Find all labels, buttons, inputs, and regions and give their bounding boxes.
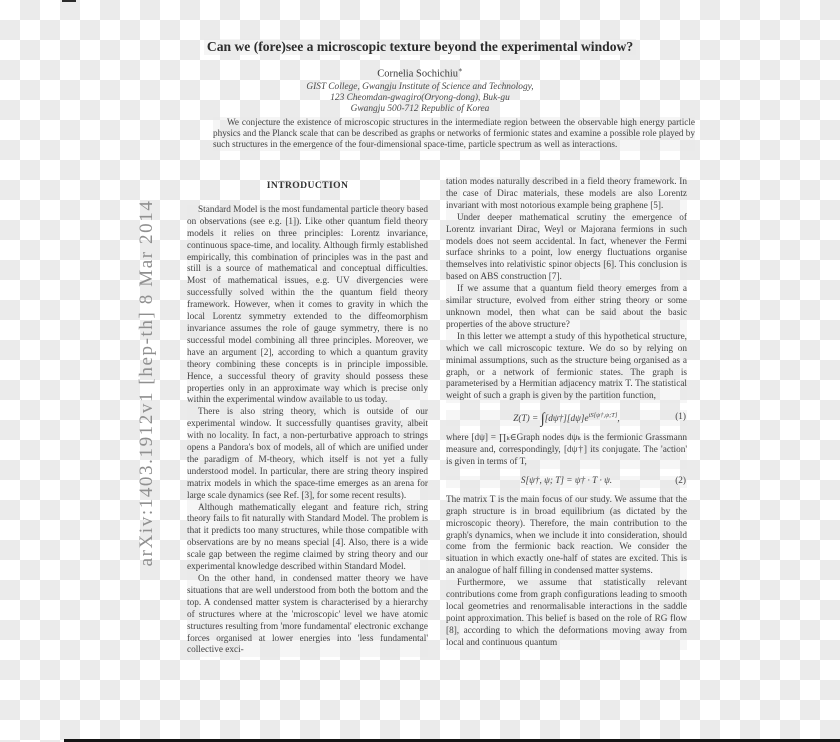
author-name: Cornelia Sochichiu	[377, 68, 458, 80]
paragraph: There is also string theory, which is outside of our experimental window. It successfully quantises gravity, albeit with no locality. In fact, a non-perturbative approach to strings opens a Pandora's box of models, all of which are unified under the paradigm of M-theory, which itself is not yet a fully understood model. In particular, there are string theory inspired matrix models in which the space-time emerges as an arena for large scale dynamics (see Ref. [3], for some recent results).	[187, 407, 428, 501]
paragraph: The matrix T is the main focus of our study. We assume that the graph structure is in broad equilibrium (as dictated by the microscopic theory). Therefore, the main contribution to the graph's dynamics, when we include it into consideration, should come from the fermionic back reaction. We consider the situation in which exactly one-half of states are excited. This is an analogue of half filling in condensed matter systems.	[446, 494, 687, 577]
paragraph: where [dψ] = ∏ₖ∈Graph nodes dψₖ is the fermionic Grassmann measure and, correspondingly, [dψ†] its conjugate. The 'action' is given in terms of T,	[446, 433, 687, 468]
equation-number: (2)	[675, 475, 686, 486]
paragraph: On the other hand, in condensed matter theory we have situations that are well understood from both the bottom and the top. A condensed matter system is characterised by a hierarchy of structures where at the 'microscopic' level we have atomic structures resulting from 'more fundamental' electronic exchange forces organised at lower energies into 'less fundamental' collective exci-	[187, 574, 428, 656]
paragraph: In this letter we attempt a study of this hypothetical structure, which we call microscopic texture. We do so by relying on minimal assumptions, such as the structure being organised as a graph, or a network of fermionic states. The graph is parameterised by a Hermitian adjacency matrix T. The statistical weight of such a graph is given by the partition function,	[446, 331, 687, 402]
equation-number: (1)	[675, 412, 686, 423]
right-column	[446, 177, 687, 742]
affiliation-line: Gwangju 500-712 Republic of Korea	[350, 104, 490, 115]
author-line	[0, 66, 840, 80]
author-footnote-marker: ∗	[458, 66, 463, 74]
equation-1-superscript: iS[ψ†,ψ;T]	[588, 412, 618, 420]
paragraph: Standard Model is the most fundamental particle theory based on observations (see e.g. [1]). Like other quantum field theory models it relies on three principles: Lorentz invariance, continuous space-time, and locality. Although firmly established empirically, this combination of principles was in the past and still is a source of mathematical and conceptual difficulties. Most of mathematical issues, e.g. UV divergencies were successfully solved within the the quantum field theory framework. However, when it comes to gravity in which the local Lorentz symmetry extended to the diffeomorphism invariance assumes the role of gauge symmetry, there is no successful model combining all three principles. Moreover, we have an argument [2], according to which a quantum gravity theory combining these concepts is in principle impossible. Hence, a successful theory of gravity should possess these properties only in an approximate way which is precise only within the experimental window available to us today.	[187, 204, 428, 406]
integral-sign: ∫	[540, 411, 545, 428]
equation-2	[446, 476, 687, 488]
paragraph: tation modes naturally described in a field theory framework. In the case of Dirac materials, these models are also Lorentz invariant with most notorious example being graphene [5].	[446, 177, 687, 211]
affiliation-line: GIST College, Gwangju Institute of Science and Technology,	[306, 81, 534, 92]
equation-2-body: S[ψ†, ψ; T] = ψ† · T · ψ.	[520, 475, 613, 486]
paragraph: Although mathematically elegant and feature rich, string theory fails to fit naturally with Standard Model. The problem is that it predicts too many structures, while those compatible with observations are by no means special [4]. Also, there is a wide scale gap between the regime claimed by string theory and our experimental knowledge described within Standard Model.	[187, 502, 428, 573]
affiliation-block	[0, 82, 840, 116]
arxiv-sidebar-label: arXiv:1403.1912v1 [hep-th] 8 Mar 2014	[136, 199, 157, 567]
title-block	[0, 38, 840, 116]
paragraph: Under deeper mathematical scrutiny the emergence of Lorentz invariant Dirac, Weyl or Majorana fermions in such models does not seem accidental. In fact, whenever the Fermi surface shrinks to a point, low energy fluctuations organise themselves into relativistic spinor objects [6]. This conclusion is based on ABS construction [7].	[446, 212, 687, 283]
paragraph: Furthermore, we assume that statistically relevant contributions come from graph configurations leading to smooth local geometries and renormalisable interactions in the saddle point approximation. This belief is based on the role of RG flow [8], according to which the deformations moving away from local and continuous quantum	[446, 578, 687, 648]
section-heading-introduction: INTRODUCTION	[266, 180, 349, 191]
left-column	[187, 177, 428, 742]
paragraph: If we assume that a quantum field theory emerges from a similar structure, evolved from either string theory or some unknown model, then what can be said about the basic properties of the above structure?	[446, 284, 687, 330]
equation-1-body: [dψ†][dψ]e	[544, 414, 589, 425]
equation-1-tail: ,	[617, 414, 620, 425]
abstract-text: We conjecture the existence of microscopic structures in the intermediate region between the observable high energy particle physics and the Planck scale that can be described as graphs or networks of fermionic states and examine a possible role played by such structures in the emergence of the four-dimensional space-time, particle spectrum as well as interactions.	[213, 117, 695, 150]
paper-title: Can we (fore)see a microscopic texture beyond the experimental window?	[204, 39, 636, 55]
equation-1	[446, 410, 687, 426]
affiliation-line: 123 Cheomdan-gwagiro(Oryong-dong), Buk-gu	[330, 92, 510, 103]
equation-1-lhs: Z(T) =	[513, 414, 541, 425]
